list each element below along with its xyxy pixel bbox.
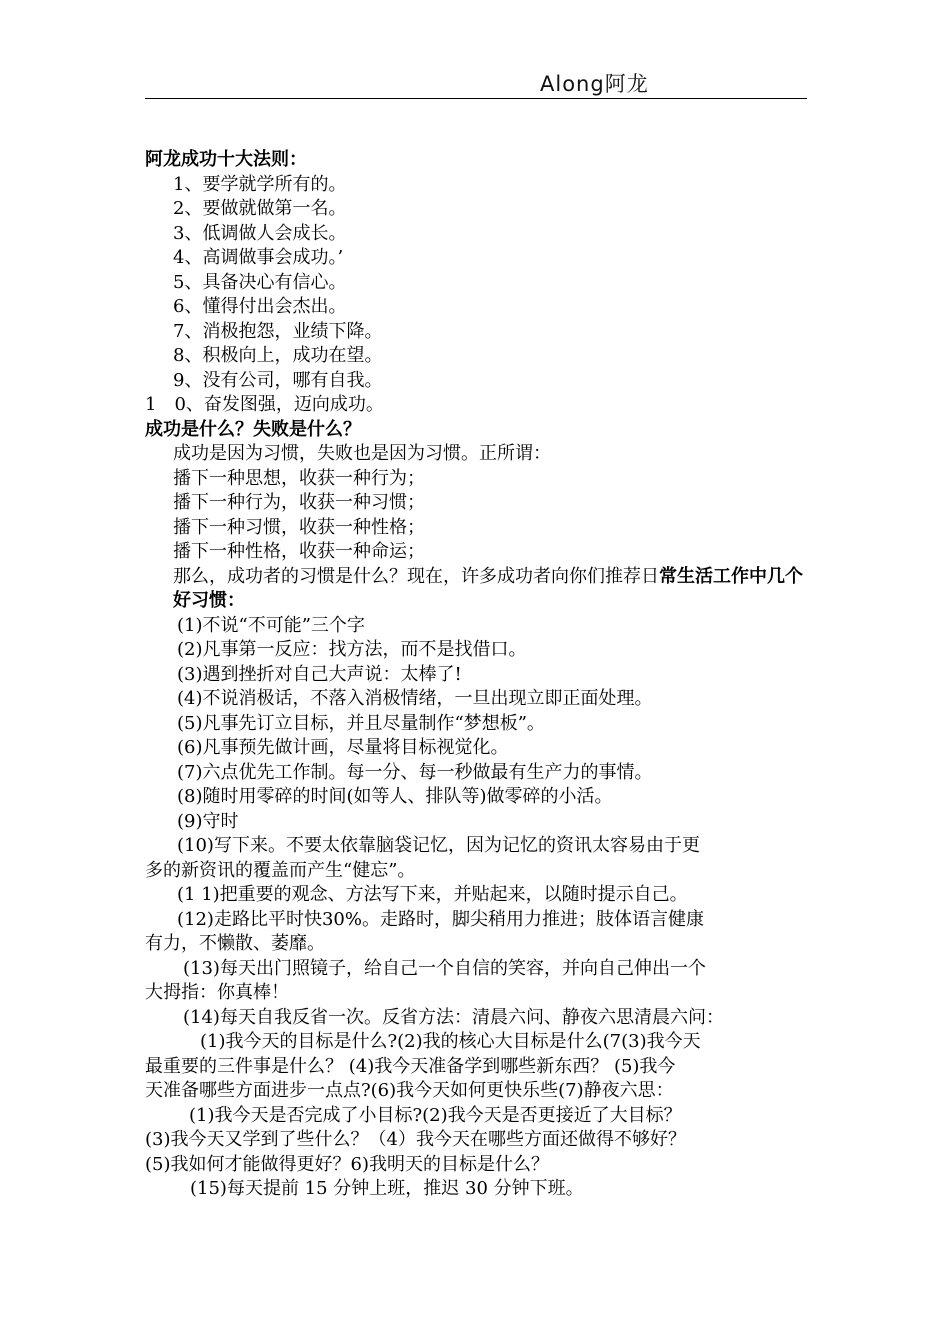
rule-item: 4、高调做事会成功。’ — [173, 247, 344, 268]
saying-line: 播下一种行为，收获一种习惯； — [173, 492, 425, 513]
habit-item: (12)走路比平时快30%。走路时，脚尖稍用力推进；肢体语言健康 — [177, 908, 704, 930]
document-body — [145, 148, 807, 1202]
habit-item: (9)守时 — [177, 810, 239, 832]
habit-item-continued: 多的新资讯的覆盖而产生“健忘”。 — [145, 859, 416, 881]
rule-item: 2、要做就做第一名。 — [173, 198, 347, 219]
habit-item: (1 1)把重要的观念、方法写下来，并贴起来，以随时提示自己。 — [177, 884, 688, 905]
habit-item: (10)写下来。不要太依靠脑袋记忆，因为记忆的资讯太容易由于更 — [177, 835, 700, 856]
question-bold: 常生活工作中几个好习惯： — [173, 565, 803, 611]
saying-line: 播下一种性格，收获一种命运； — [173, 541, 425, 562]
rule-item: 1、要学就学所有的。 — [173, 173, 347, 195]
section1-title: 阿龙成功十大法则： — [145, 149, 307, 170]
page-header — [145, 66, 807, 99]
night-questions: (1)我今天是否完成了小目标?(2)我今天是否更接近了大目标？ — [189, 1104, 682, 1126]
habit-item: (1)不说“不可能”三个字 — [177, 614, 365, 636]
habit-item-continued: 大拇指：你真棒！ — [145, 982, 289, 1003]
habit-item: (6)凡事预先做计画，尽量将目标视觉化。 — [177, 737, 509, 758]
question-lead: 那么，成功者的习惯是什么？现在，许多成功者向你们推荐日 — [173, 565, 659, 587]
habit-item: (8)随时用零碎的时间(如等人、排队等)做零碎的小活。 — [177, 786, 613, 807]
rule-item: 5、具备决心有信心。 — [173, 271, 347, 293]
saying-line: 播下一种思想，收获一种行为； — [173, 467, 425, 489]
habit-item: (7)六点优先工作制。每一分、每一秒做最有生产力的事情。 — [177, 761, 653, 783]
rule-item: 3、低调做人会成长。 — [173, 222, 347, 244]
rule-item: 6、懂得付出会杰出。 — [173, 296, 347, 317]
rule-item: 8、积极向上，成功在望。 — [173, 345, 383, 366]
section2-title: 成功是什么？失败是什么？ — [145, 418, 361, 440]
saying-line: 播下一种习惯，收获一种性格； — [173, 516, 425, 538]
habit-item: (13)每天出门照镜子，给自己一个自信的笑容，并向自己伸出一个 — [183, 957, 706, 979]
header-text: Along阿龙 — [540, 72, 649, 96]
habit-item: (3)遇到挫折对自己大声说：太棒了! — [177, 663, 462, 685]
rule-item: 7、消极抱怨，业绩下降。 — [173, 320, 383, 342]
rule-item-10: 1 0、奋发图强，迈向成功。 — [145, 394, 384, 415]
rule-item: 9、没有公司，哪有自我。 — [173, 369, 383, 391]
morning-questions-continued: 天准备哪些方面进步一点点?(6)我今天如何更快乐些(7)静夜六思： — [145, 1080, 674, 1101]
habit-item: (14)每天自我反省一次。反省方法：清晨六问、静夜六思清晨六问： — [183, 1006, 724, 1028]
section2-intro: 成功是因为习惯，失败也是因为习惯。正所谓： — [173, 443, 551, 464]
habit-item: (5)凡事先订立目标，并且尽量制作“梦想板”。 — [177, 712, 545, 734]
night-questions-continued: (5)我如何才能做得更好？6)我明天的目标是什么？ — [145, 1153, 549, 1175]
morning-questions-continued: 最重要的三件事是什么？ (4)我今天准备学到哪些新东西？ (5)我今 — [145, 1055, 676, 1077]
night-questions-continued: (3)我今天又学到了些什么？（4）我今天在哪些方面还做得不够好？ — [145, 1129, 686, 1150]
habit-item-continued: 有力，不懒散、萎靡。 — [145, 933, 325, 954]
habit-item: (2)凡事第一反应：找方法，而不是找借口。 — [177, 639, 527, 660]
habit-item: (15)每天提前 15 分钟上班，推迟 30 分钟下班。 — [190, 1178, 584, 1199]
morning-questions: (1)我今天的目标是什么?(2)我的核心大目标是什么(7(3)我今天 — [200, 1031, 701, 1052]
question-paragraph — [145, 565, 807, 614]
habit-item: (4)不说消极话，不落入消极情绪，一旦出现立即正面处理。 — [177, 688, 653, 709]
